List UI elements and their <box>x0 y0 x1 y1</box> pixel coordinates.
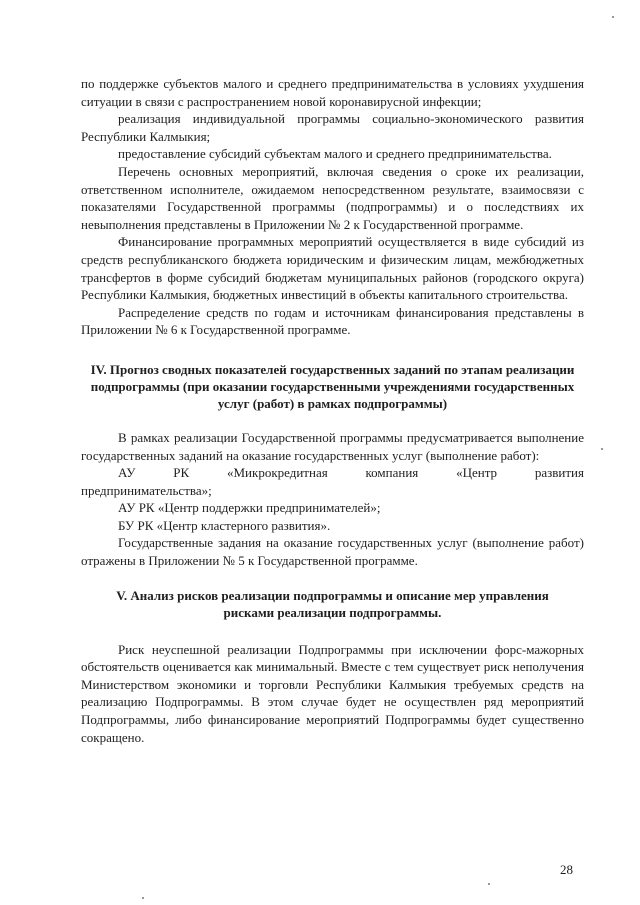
paragraph-1: по поддержке субъектов малого и среднего предпринимательства в условиях ухудшения ситуации в связи с распространением новой коронавирусной инфекции; <box>81 76 584 109</box>
item-1-word: «Центр <box>456 465 498 481</box>
scan-speck <box>142 897 144 899</box>
item-1-word: РК <box>173 465 190 481</box>
paragraph-5: Финансирование программных мероприятий осуществляется в виде субсидий из средств республиканского бюджета юридическим и физическим лицам, межбюджетных трансфертов в форме субсидий бюджетам муниципальных районов (городского округа) Республики Калмыкия, бюджетных инвестиций в объекты капитального строительства. <box>81 234 584 303</box>
section-4-item-1-line <box>81 464 584 482</box>
scan-speck <box>488 883 490 885</box>
section-4-heading: IV. Прогноз сводных показателей государственных заданий по этапам реализации подпрограммы (при оказании государственными учреждениями государственных услуг (работ) в рамках подпрограммы) <box>90 361 575 411</box>
section-5-heading: V. Анализ рисков реализации подпрограммы и описание мер управления рисками реализации подпрограммы. <box>116 587 549 620</box>
section-4-item-1-tail: предпринимательства»; <box>81 482 212 498</box>
item-1-word: развития <box>534 465 584 481</box>
scan-speck <box>612 16 614 18</box>
page-content <box>81 75 584 746</box>
paragraph-3: предоставление субсидий субъектам малого и среднего предпринимательства. <box>118 146 552 162</box>
paragraph-4: Перечень основных мероприятий, включая сведения о сроке их реализации, ответственном исполнителе, ожидаемом непосредственном результате, взаимосвязи с показателями Государственной программы (подпрограммы) и о последствиях их невыполнения представлены в Приложении № 2 к Государственной программе. <box>81 163 584 232</box>
section-4-item-2: АУ РК «Центр поддержки предпринимателей»; <box>118 500 381 516</box>
paragraph-2: реализация индивидуальной программы социально-экономического развития Республики Калмыкия; <box>81 111 584 144</box>
section-5-text: Риск неуспешной реализации Подпрограммы при исключении форс-мажорных обстоятельств оценивается как минимальный. Вместе с тем существует риск неполучения Министерством экономики и торговли Республики Калмыкия требуемых средств на реализацию Подпрограммы. В этом случае будет не осуществлен ряд мероприятий Подпрограммы, либо финансирование мероприятий Подпрограммы будет существенно сокращено. <box>81 641 584 745</box>
item-1-word: АУ <box>118 465 136 481</box>
item-1-word: «Микрокредитная <box>226 465 328 481</box>
page-number: 28 <box>560 862 573 877</box>
scan-speck <box>601 448 603 450</box>
item-1-word: компания <box>365 465 419 481</box>
section-4-closing: Государственные задания на оказание государственных услуг (выполнение работ) отражены в Приложении № 5 к Государственной программе. <box>81 535 584 569</box>
section-4-item-3: БУ РК «Центр кластерного развития». <box>118 517 331 533</box>
paragraph-6: Распределение средств по годам и источникам финансирования представлены в Приложении № 6 к Государственной программе. <box>81 304 584 338</box>
section-4-intro: В рамках реализации Государственной программы предусматривается выполнение государственных заданий на оказание государственных услуг (выполнение работ): <box>81 429 584 463</box>
